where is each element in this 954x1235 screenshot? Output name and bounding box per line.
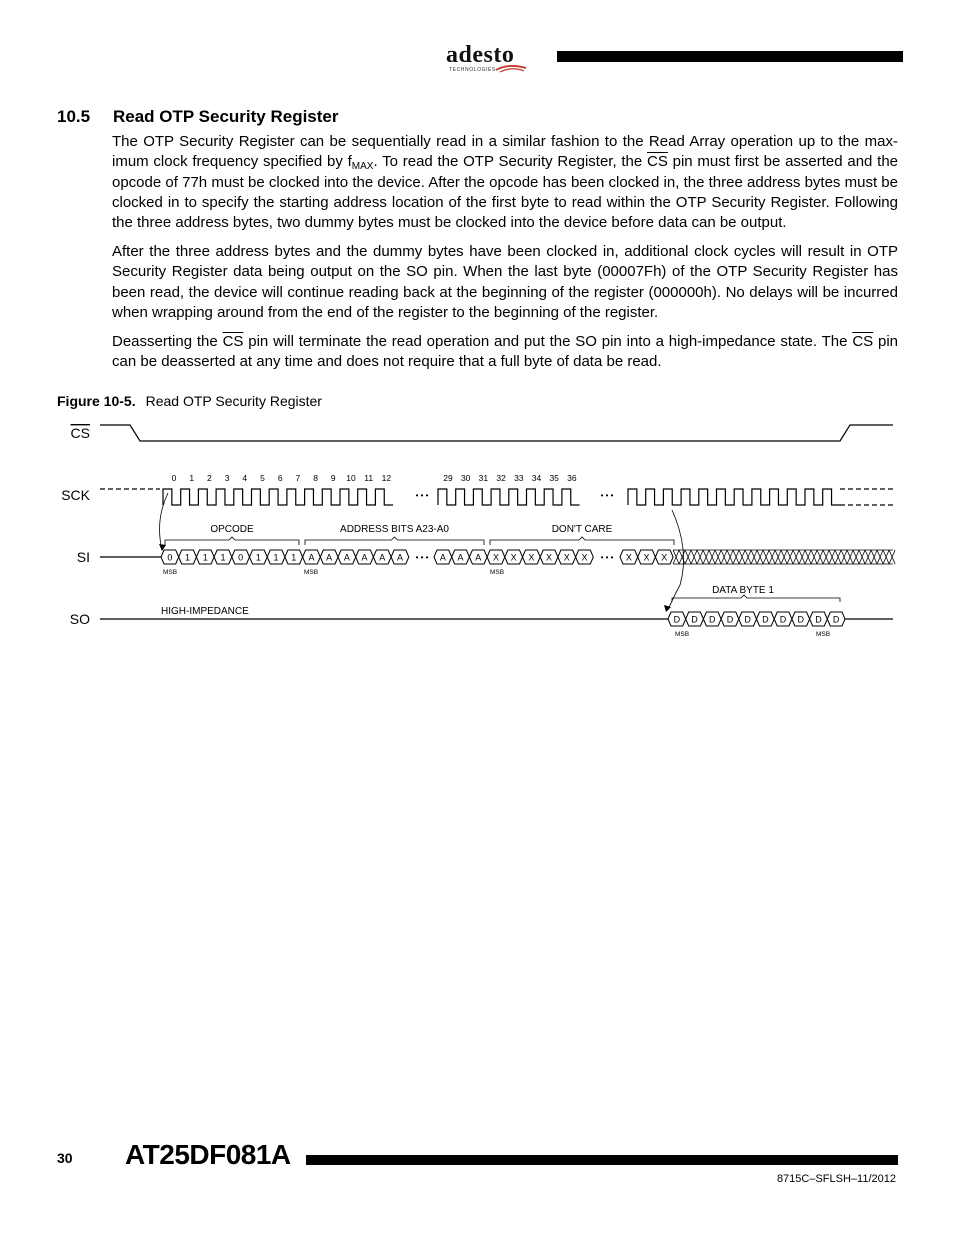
address-bit: A <box>439 552 446 563</box>
arrow-sck-to-si <box>160 493 168 550</box>
msb-label-data-2: MSB <box>815 631 831 638</box>
msb-label-dontcare: MSB <box>489 569 505 576</box>
clock-number: 3 <box>224 473 230 483</box>
footer-bar <box>306 1155 898 1165</box>
clock-number: 33 <box>514 473 524 483</box>
data-bit: D <box>815 614 822 625</box>
part-number: AT25DF081A <box>125 1139 291 1170</box>
dont-care-brace <box>490 537 674 545</box>
address-bit: A <box>396 552 403 563</box>
clock-number: 30 <box>460 473 471 483</box>
paragraph-3: Deasserting the $\overline{CS}$ pin will terminate the read operation and put the SO pin into a high-impedance state. The $\overline{CS}$ pin can be deasserted at any time and does not require that a full byte of data be read. <box>112 333 899 371</box>
clock-number: 4 <box>242 473 248 483</box>
dontcare-bit: X <box>510 552 517 563</box>
figure-label: Figure 10-5. <box>57 393 136 409</box>
logo-wordmark: adesto <box>446 42 515 68</box>
opcode-bit: 1 <box>220 552 226 563</box>
opcode-label: OPCODE <box>210 524 254 535</box>
figure-title: Read OTP Security Register <box>145 393 322 409</box>
opcode-bit: 0 <box>167 552 173 563</box>
logo-swoosh-icon <box>494 64 528 74</box>
clock-number: 11 <box>364 473 374 483</box>
data-bit: D <box>779 614 787 625</box>
address-bit: A <box>326 552 333 563</box>
clock-number: 12 <box>381 473 392 483</box>
adesto-logo <box>446 44 532 76</box>
msb-label-address: MSB <box>303 569 319 576</box>
header-bar <box>557 51 903 62</box>
clock-number: 7 <box>295 473 301 483</box>
figure-caption <box>57 393 322 409</box>
paragraph-2: After the three address bytes and the dummy bytes have been clocked in, additional clock cycles will result in OTP Security Register data being output on the SO pin. When the last byte (00007Fh) of the OTP Security Register has been read, the device will continue reading back at the beginning of the register (000000h). No delays will be incurred when wrapping around from the end of the register to the beginning of the register. <box>112 243 898 321</box>
paragraph-1: The OTP Security Register can be sequentially read in a similar fashion to the Read Array operation up to the max-imum clock frequency specified by $f_{MAX}$. To read the OTP Security Register, the $\overline{CS}$ pin must first be asserted and the opcode of 77h must be clocked into the device. After the opcode has been clocked in, the three address bytes must be clocked in to specify the starting address location of the first byte to read within the OTP Security Register. Following the three address bytes, two dummy bytes must be clocked into the device before data can be output. <box>112 133 899 232</box>
clock-number: 2 <box>207 473 212 483</box>
opcode-brace <box>165 537 299 545</box>
clock-number: 35 <box>549 473 559 483</box>
cs-waveform <box>100 425 893 441</box>
sck-ellipsis-1: • • • <box>415 491 429 500</box>
dontcare-bit: X <box>643 552 650 563</box>
data-byte-brace <box>672 595 840 602</box>
clock-number: 0 <box>171 473 177 483</box>
clock-number: 1 <box>189 473 195 483</box>
document-code: 8715C–SFLSH–11/2012 <box>776 1173 896 1185</box>
dontcare-bit: X <box>546 552 553 563</box>
section-number: 10.5 <box>57 107 91 126</box>
signal-label-so: SO <box>69 611 90 627</box>
data-bit: D <box>832 614 840 625</box>
clock-number: 36 <box>567 473 577 483</box>
dontcare-bit: X <box>581 552 588 563</box>
address-bit: A <box>343 552 350 563</box>
page-number: 30 <box>57 1150 73 1166</box>
data-bit: D <box>709 614 716 625</box>
address-bits-label: ADDRESS BITS A23-A0 <box>340 524 449 535</box>
address-bits-brace <box>305 537 484 545</box>
sck-clock-run-1 <box>163 489 393 505</box>
address-bit: A <box>457 552 464 563</box>
clock-number: 5 <box>260 473 265 483</box>
high-impedance-label: HIGH-IMPEDANCE <box>161 606 249 617</box>
si-ellipsis-2: • • • <box>600 553 614 562</box>
data-bit: D <box>744 614 751 625</box>
timing-diagram <box>0 410 954 650</box>
clock-number: 34 <box>531 473 542 483</box>
section-heading <box>57 107 339 127</box>
signal-label-cs: CS <box>70 425 90 441</box>
clock-number: 9 <box>330 473 336 483</box>
data-bit: D <box>691 614 698 625</box>
data-bit: D <box>673 614 681 625</box>
data-byte-label: DATA BYTE 1 <box>712 585 774 596</box>
dontcare-bit: X <box>492 552 499 563</box>
data-bit: D <box>762 614 769 625</box>
opcode-bit: 1 <box>202 552 208 563</box>
dontcare-bit: X <box>625 552 632 563</box>
clock-number: 6 <box>277 473 283 483</box>
opcode-bit: 0 <box>238 552 244 563</box>
logo-subtitle: TECHNOLOGIES <box>449 67 496 73</box>
address-bit: A <box>308 552 315 563</box>
opcode-bit: 1 <box>273 552 279 563</box>
dontcare-bit: X <box>528 552 535 563</box>
sck-ellipsis-2: • • • <box>600 491 614 500</box>
dont-care-label: DON'T CARE <box>551 524 613 535</box>
address-bit: A <box>475 552 482 563</box>
sck-clock-run-3 <box>628 489 840 505</box>
data-bit: D <box>726 614 734 625</box>
msb-label-opcode: MSB <box>162 569 178 576</box>
data-bit: D <box>797 614 804 625</box>
opcode-bit: 1 <box>291 552 297 563</box>
dontcare-bit: X <box>563 552 570 563</box>
sck-clock-run-2 <box>438 489 580 505</box>
address-bit: A <box>361 552 368 563</box>
msb-label-data-1: MSB <box>674 631 690 638</box>
clock-number: 10 <box>346 473 356 483</box>
address-bit: A <box>379 552 386 563</box>
opcode-bit: 1 <box>185 552 191 563</box>
signal-label-si: SI <box>76 549 90 565</box>
section-title: Read OTP Security Register <box>113 107 339 126</box>
clock-number: 32 <box>496 473 506 483</box>
clock-number: 31 <box>478 473 489 483</box>
si-ellipsis-1: • • • <box>415 553 429 562</box>
dontcare-bit: X <box>661 552 668 563</box>
opcode-bit: 1 <box>255 552 261 563</box>
clock-number: 8 <box>313 473 318 483</box>
clock-number: 29 <box>443 473 453 483</box>
signal-label-sck: SCK <box>61 487 90 503</box>
